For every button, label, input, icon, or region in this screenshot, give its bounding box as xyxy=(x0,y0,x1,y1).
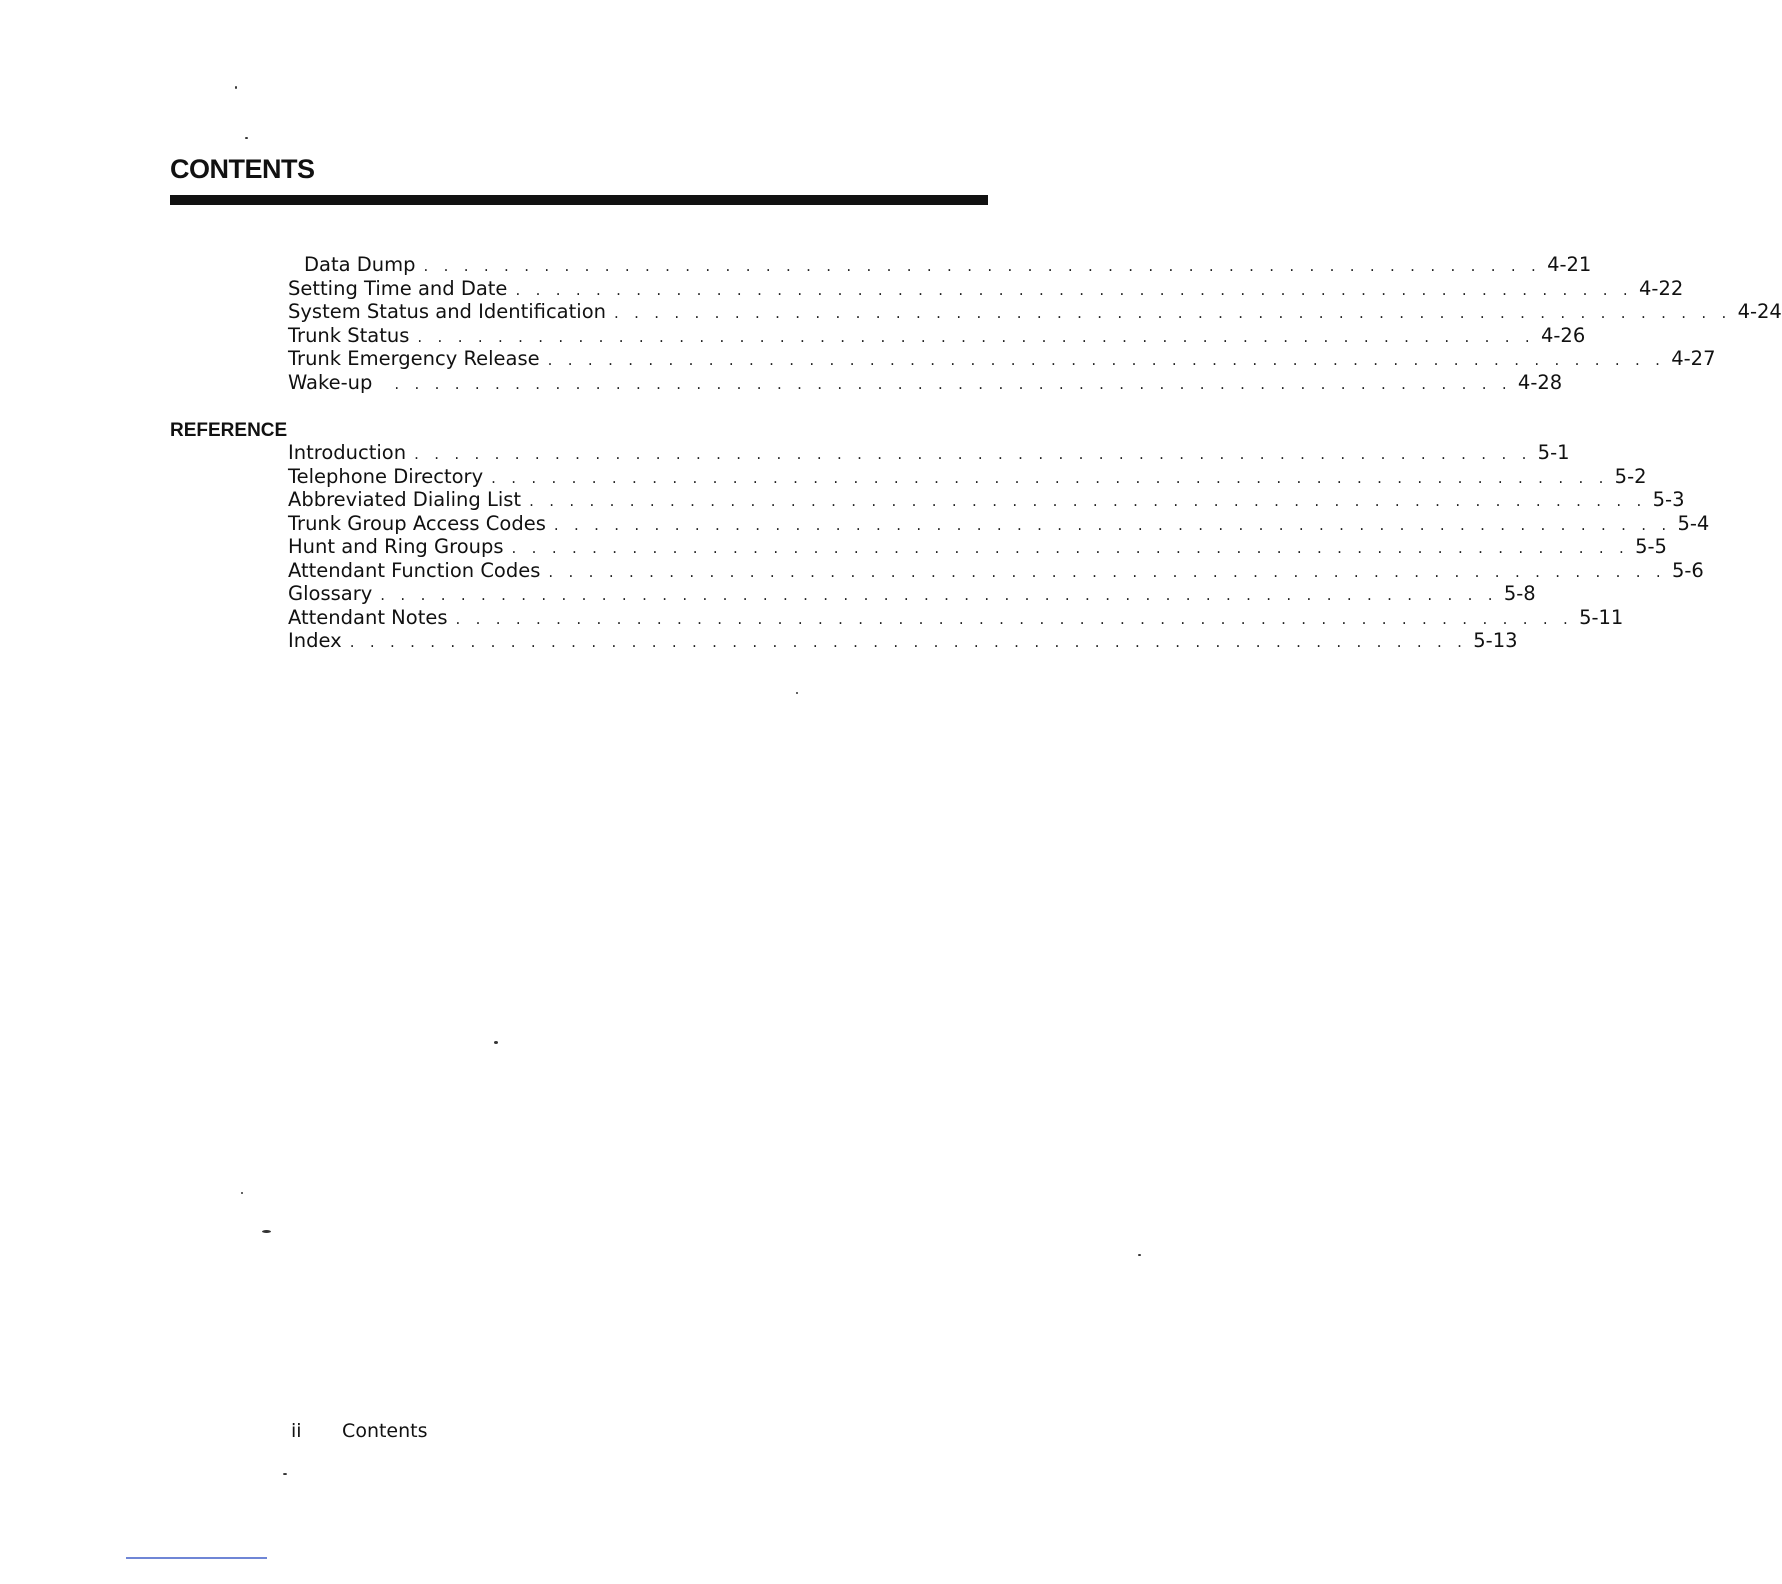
toc-entry-data-dump[interactable] xyxy=(288,253,1592,277)
scan-speck xyxy=(283,1473,287,1475)
scan-speck xyxy=(494,1041,498,1044)
dot-leader: . . . . . . . . . . . . . . . . . . . . . . . . . . . . . . . . . . . . . . . . . . . . . . . . . . . . . . . . xyxy=(423,257,1542,275)
toc-entry-label: Abbreviated Dialing List xyxy=(288,488,522,511)
toc-entry-page: 5-6 xyxy=(1671,558,1704,582)
toc-entry-label: Data Dump xyxy=(304,253,416,276)
toc-entry-wake-up[interactable] xyxy=(288,370,1563,395)
toc-entry-page: 4-21 xyxy=(1547,253,1592,276)
toc-entry-label: Trunk Group Access Codes xyxy=(288,511,546,535)
dot-leader: . . . . . . . . . . . . . . . . . . . . . . . . . . . . . . . . . . . . . . . . . . . . . . . . . . . . . . . . xyxy=(455,609,1574,628)
toc-entry-trunk-emergency-release[interactable] xyxy=(288,347,1716,371)
toc-entry-label: Hunt and Ring Groups xyxy=(288,535,504,558)
toc-entry-page: 4-28 xyxy=(1517,370,1563,394)
scan-speck xyxy=(245,137,248,139)
toc-entry-page: 4-27 xyxy=(1671,347,1716,370)
dot-leader: . . . . . . . . . . . . . . . . . . . . . . . . . . . . . . . . . . . . . . . . . . . . . . . . . . . . . . . . xyxy=(553,515,1672,534)
footer-section-name: Contents xyxy=(342,1420,428,1442)
toc-entry-telephone-directory[interactable] xyxy=(288,464,1647,489)
scan-speck xyxy=(262,1230,271,1233)
toc-entry-page: 4-24 xyxy=(1737,300,1782,323)
scan-speck xyxy=(796,692,798,694)
section-heading-reference: REFERENCE xyxy=(170,420,288,441)
toc-entry-introduction[interactable] xyxy=(288,441,1570,465)
toc-entry-label: System Status and Identification xyxy=(288,300,606,323)
toc-entry-label: Trunk Status xyxy=(288,323,410,347)
dot-leader: . . . . . . . . . . . . . . . . . . . . . . . . . . . . . . . . . . . . . . . . . . . . . . . . . . . . . . . . xyxy=(394,374,1512,393)
toc-entry-system-status-and-identification[interactable] xyxy=(288,300,1782,324)
toc-entry-label: Trunk Emergency Release xyxy=(288,347,540,370)
dot-leader: . . . . . . . . . . . . . . . . . . . . . . . . . . . . . . . . . . . . . . . . . . . . . . . . . . . . . . . . xyxy=(614,304,1732,322)
toc-entry-label: Index xyxy=(288,629,342,652)
dot-leader: . . . . . . . . . . . . . . . . . . . . . . . . . . . . . . . . . . . . . . . . . . . . . . . . . . . . . . . . xyxy=(414,445,1532,463)
dot-leader: . . . . . . . . . . . . . . . . . . . . . . . . . . . . . . . . . . . . . . . . . . . . . . . . . . . . . . . . xyxy=(548,562,1666,581)
toc-entry-page: 5-5 xyxy=(1635,535,1667,558)
toc-entry-page: 5-8 xyxy=(1503,582,1536,605)
toc-continued-list xyxy=(288,253,1782,394)
edge-mark xyxy=(126,1557,267,1559)
toc-entry-index[interactable] xyxy=(288,629,1518,653)
toc-entry-page: 4-22 xyxy=(1639,276,1684,300)
toc-entry-label: Telephone Directory xyxy=(288,464,484,488)
dot-leader: . . . . . . . . . . . . . . . . . . . . . . . . . . . . . . . . . . . . . . . . . . . . . . . . . . . . . . . . xyxy=(491,468,1609,487)
dot-leader: . . . . . . . . . . . . . . . . . . . . . . . . . . . . . . . . . . . . . . . . . . . . . . . . . . . . . . . . xyxy=(529,492,1647,510)
dot-leader: . . . . . . . . . . . . . . . . . . . . . . . . . . . . . . . . . . . . . . . . . . . . . . . . . . . . . . . . xyxy=(511,539,1630,557)
toc-entry-label: Introduction xyxy=(288,441,407,464)
toc-entry-label: Attendant Notes xyxy=(288,605,448,629)
scan-speck xyxy=(235,86,237,89)
toc-entry-page: 5-4 xyxy=(1677,511,1710,535)
page-footer xyxy=(291,1420,428,1442)
toc-entry-trunk-group-access-codes[interactable] xyxy=(288,511,1710,536)
toc-entry-page: 5-11 xyxy=(1579,605,1624,629)
toc-entry-label: Glossary xyxy=(288,582,373,605)
toc-entry-page: 5-1 xyxy=(1537,441,1570,464)
page-title: CONTENTS xyxy=(170,154,315,184)
toc-entry-label: Attendant Function Codes xyxy=(288,558,541,582)
dot-leader: . . . . . . . . . . . . . . . . . . . . . . . . . . . . . . . . . . . . . . . . . . . . . . . . . . . . . . . . xyxy=(349,633,1468,651)
toc-entry-setting-time-and-date[interactable] xyxy=(288,276,1684,301)
toc-entry-label: Wake-up xyxy=(288,370,373,394)
toc-entry-glossary[interactable] xyxy=(288,582,1536,606)
toc-entry-page: 4-26 xyxy=(1540,323,1586,347)
toc-entry-page: 5-2 xyxy=(1614,464,1647,488)
dot-leader: . . . . . . . . . . . . . . . . . . . . . . . . . . . . . . . . . . . . . . . . . . . . . . . . . . . . . . . . xyxy=(417,327,1535,346)
dot-leader: . . . . . . . . . . . . . . . . . . . . . . . . . . . . . . . . . . . . . . . . . . . . . . . . . . . . . . . . xyxy=(547,351,1666,369)
title-rule xyxy=(170,195,988,205)
toc-entry-page: 5-13 xyxy=(1473,629,1518,652)
toc-entry-trunk-status[interactable] xyxy=(288,323,1586,348)
scan-speck xyxy=(241,1192,243,1194)
footer-page-number: ii xyxy=(291,1420,302,1442)
toc-entry-abbreviated-dialing-list[interactable] xyxy=(288,488,1685,512)
toc-entry-attendant-function-codes[interactable] xyxy=(288,558,1704,583)
scan-speck xyxy=(1138,1254,1141,1256)
toc-entry-page: 5-3 xyxy=(1652,488,1685,511)
dot-leader: . . . . . . . . . . . . . . . . . . . . . . . . . . . . . . . . . . . . . . . . . . . . . . . . . . . . . . . . xyxy=(515,280,1633,299)
toc-reference-list xyxy=(288,441,1710,653)
toc-entry-hunt-and-ring-groups[interactable] xyxy=(288,535,1667,559)
dot-leader: . . . . . . . . . . . . . . . . . . . . . . . . . . . . . . . . . . . . . . . . . . . . . . . . . . . . . . . . xyxy=(380,586,1498,604)
toc-entry-label: Setting Time and Date xyxy=(288,276,508,300)
toc-entry-attendant-notes[interactable] xyxy=(288,605,1624,630)
